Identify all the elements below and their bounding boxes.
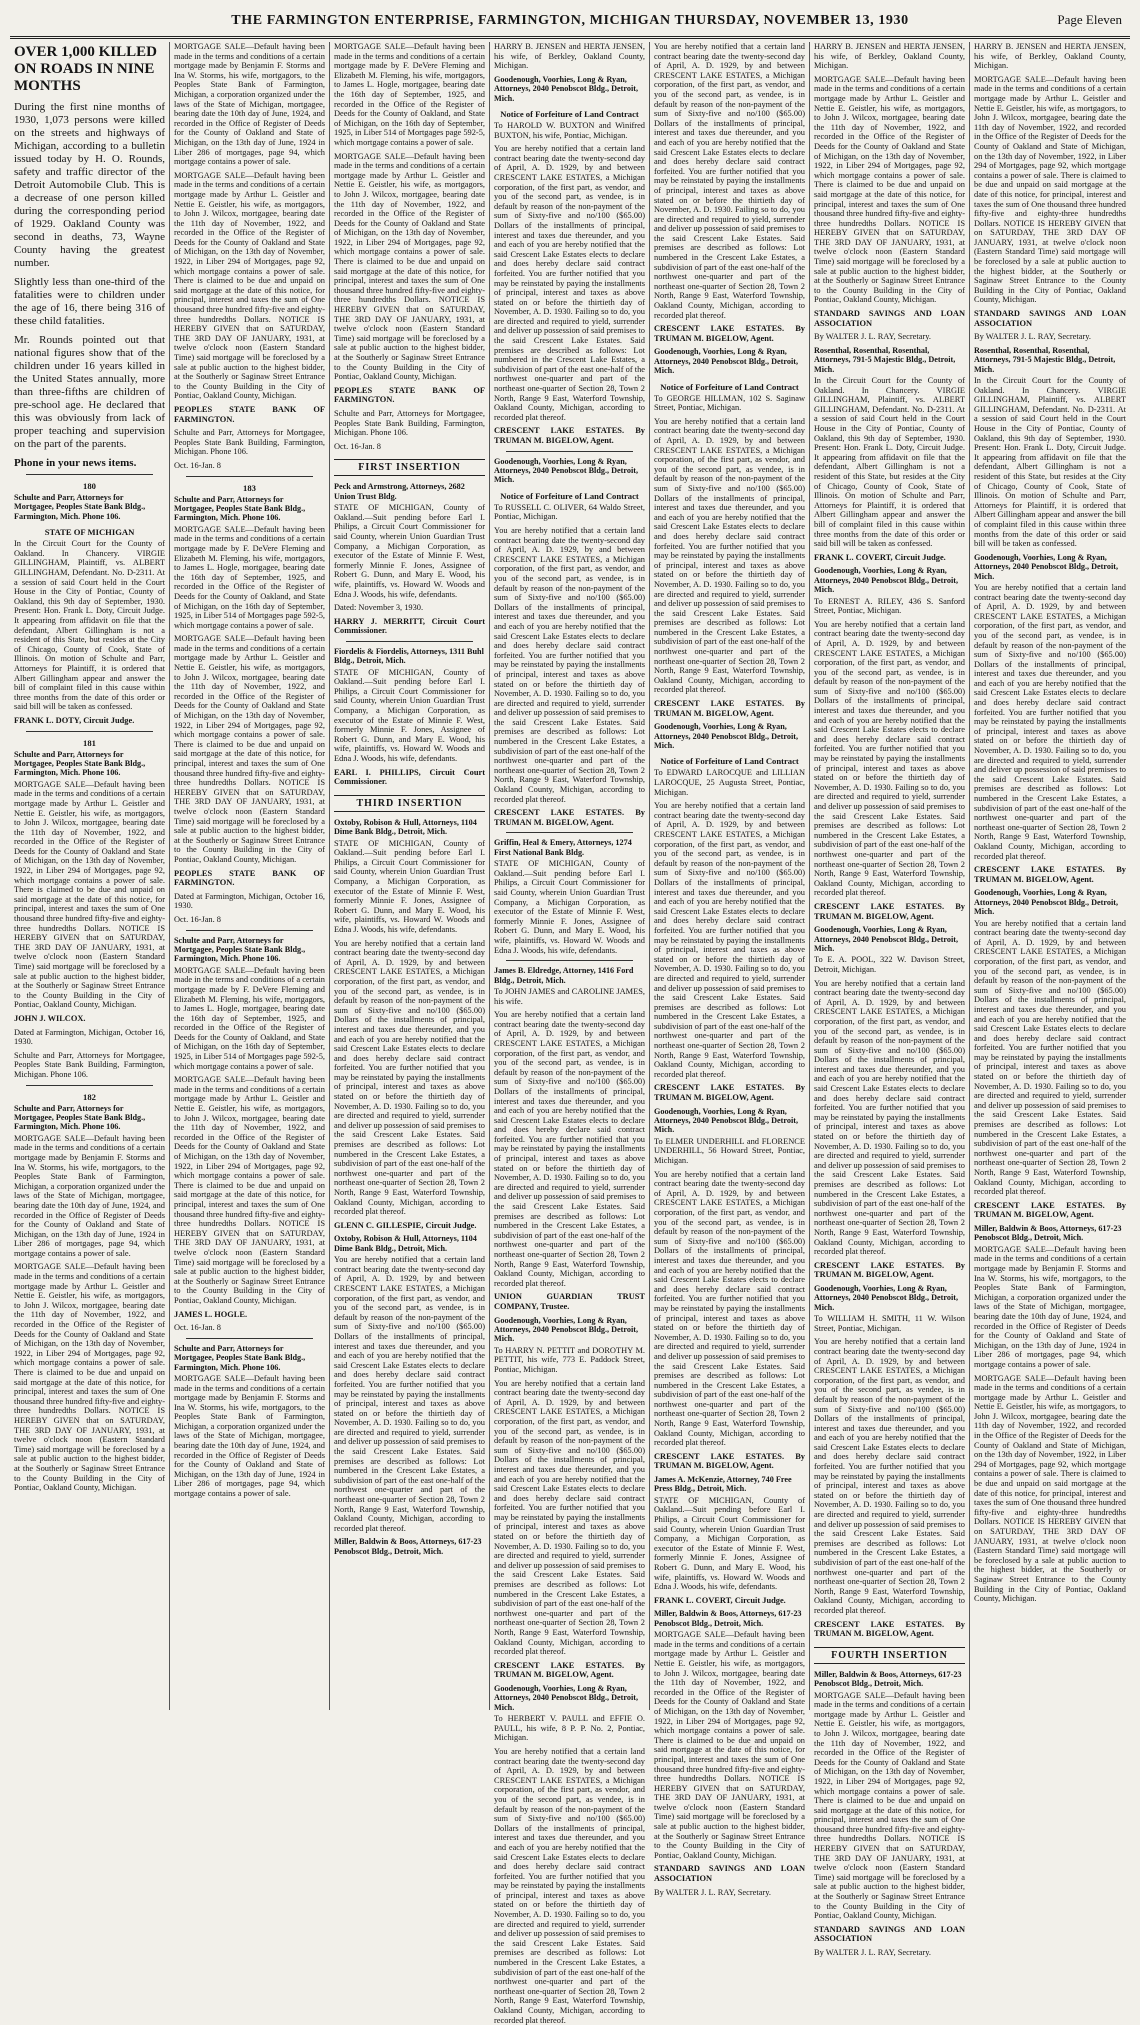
notice-signature: CRESCENT LAKE ESTATES. By TRUMAN M. BIGELOW, Agent.	[494, 808, 645, 827]
notice-body: MORTGAGE SALE—Default having been made in the terms and conditions of a certain mortgage made by Arthur L. Geistler and Nettie E. Geistler, his wife, as mortgagors, to John J. Wilcox, mortgagee, bearing date the 11th day of November, 1922, and recorded in the Office of the Register of Deeds for the County of Oakland and State of Michigan, on the 13th day of November, 1922, in Liber 294 of Mortgages, page 92, which mortgage contains a power of sale. There is claimed to be due and unpaid on said mortgage at the date of this notice, for principal, interest and taxes the sum of One thousand three hundred fifty-five and eighty-three hundredths Dollars. NOTICE IS HEREBY GIVEN that on SATURDAY, THE 3RD DAY OF JANUARY, 1931, at twelve o'clock noon (Eastern Standard Time) said mortgage will be foreclosed by a sale at public auction to the highest bidder, at the Southerly or Saginaw Street Entrance to the County Building in the City of Pontiac, Oakland County, Michigan.	[174, 170, 325, 401]
notice-body: MORTGAGE SALE—Default having been made in the terms and conditions of a certain mortgage made by F. DeVere Fleming and Elizabeth M. Fleming, his wife, mortgagors, to James L. Hogle, mortgagee, bearing date the 16th day of September, 1925, and recorded in the Office of the Register of Deeds for the County of Oakland, and State of Michigan, on the 16th day of September, 1925, in Liber 514 of Mortgages page 592-5, which mortgage contains a power of sale.	[334, 42, 485, 147]
news-tagline: Phone in your news items.	[14, 457, 137, 469]
notice-signature: CRESCENT LAKE ESTATES. By TRUMAN M. BIGELOW, Agent.	[494, 426, 645, 445]
notice-firm: Miller, Baldwin & Boos, Attorneys, 617-23 Penobscot Bldg., Detroit, Mich.	[974, 1223, 1122, 1243]
notice-heading: Notice of Forfeiture of Land Contract	[660, 756, 799, 767]
notice-signature: UNION GUARDIAN TRUST COMPANY, Trustee.	[494, 1292, 645, 1311]
notice-dated: Dated at Farmington, Michigan, October 16, 1930.	[174, 891, 325, 911]
notice-body: You are hereby notified that a certain land contract bearing date the twenty-second day of April, A. D. 1929, by and between CRESCENT LAKE ESTATES, a Michigan corporation, of the first part, as vendor, and you of the second part, as vendee, is in default by reason of the non-payment of the sum of Sixty-five and no/100 ($65.00) Dollars of the installments of principal, interest and taxes due thereunder, and you and each of you are hereby notified that the said Crescent Lake Estates elects to declare and does hereby declare said contract forfeited. You are further notified that you may be reinstated by paying the installments of principal, interest and taxes as above stated on or before the thirtieth day of November, A. D. 1930. Failing so to do, you are directed and required to yield, surrender and deliver up possession of said premises to the said Crescent Lake Estates. Said premises are described as follows: Lot numbered in the Crescent Lake Estates, a subdivision of part of the east one-half of the northwest one-quarter and part of the northeast one-quarter of Section 28, Town 2 North, Range 9 East, Waterford Township, Oakland County, Michigan, according to recorded plat thereof.	[494, 1746, 645, 2025]
notice-signature: JOHN J. WILCOX.	[14, 1013, 86, 1023]
section-fourth-insertion: FOURTH INSERTION	[814, 1647, 965, 1664]
notice-body: You are hereby notified that a certain land contract bearing date the twenty-second day of April, A. D. 1929, by and between CRESCENT LAKE ESTATES, a Michigan corporation, of the first part, as vendor, and you of the second part, as vendee, is in default by reason of the non-payment of the sum of Sixty-five and no/100 ($65.00) Dollars of the installments of principal, interest and taxes due thereunder, and you and each of you are hereby notified that the said Crescent Lake Estates elects to declare and does hereby declare said contract forfeited. You are further notified that you may be reinstated by paying the installments of principal, interest and taxes as above stated on or before the thirtieth day of November, A. D. 1930. Failing so to do, you are directed and required to yield, surrender and deliver up possession of said premises to the said Crescent Lake Estates. Said premises are described as follows: Lot numbered in the Crescent Lake Estates, a subdivision of part of the east one-half of the northwest one-quarter and part of the northeast one-quarter of Section 28, Town 2 North, Range 9 East, Waterford Township, Oakland County, Michigan, according to recorded plat thereof.	[494, 144, 645, 422]
notice-signature: CRESCENT LAKE ESTATES. By TRUMAN M. BIGELOW, Agent.	[654, 699, 805, 718]
notice-body: You are hereby notified that a certain land contract bearing date the twenty-second day of April, A. D. 1929, by and between CRESCENT LAKE ESTATES, a Michigan corporation, of the first part, as vendor, and you of the second part, as vendee, is in default by reason of the non-payment of the sum of Sixty-five and no/100 ($65.00) Dollars of the installments of principal, interest and taxes due thereunder, and you and each of you are hereby notified that the said Crescent Lake Estates elects to declare and does hereby declare said contract forfeited. You are further notified that you may be reinstated by paying the installments of principal, interest and taxes as above stated on or before the thirtieth day of November, A. D. 1930. Failing so to do, you are directed and required to yield, surrender and deliver up possession of said premises to the said Crescent Lake Estates. Said premises are described as follows: Lot numbered in the Crescent Lake Estates, a subdivision of part of the east one-half of the northwest one-quarter and part of the northeast one-quarter of Section 28, Town 2 North, Range 9 East, Waterford Township, Oakland County, Michigan, according to recorded plat thereof.	[494, 526, 645, 804]
divider	[506, 832, 633, 833]
notice-firm: Rosenthal, Rosenthal, Rosenthal, Attorneys, 791-5 Majestic Bldg., Detroit, Mich.	[814, 345, 956, 374]
notice-body: MORTGAGE SALE—Default having been made in the terms and conditions of a certain mortgage made by Benjamin F. Storms and Ina W. Storms, his wife, mortgagors, to the Peoples State Bank of Farmington, Michigan, a corporation organized under the laws of the State of Michigan, mortgagee, bearing date the 10th day of June, 1924, and recorded in the Office of Register of Deeds for the County of Oakland and State of Michigan, on the 13th day of June, 1924 in Liber 286 of mortgages, page 94, which mortgage contains a power of sale.	[14, 1133, 165, 1258]
notice-body: MORTGAGE SALE—Default having been made in the terms and conditions of a certain mortgage made by Arthur L. Geistler and Nettie E. Geistler, his wife, as mortgagors, to John J. Wilcox, mortgagee, bearing date the 11th day of November, 1922, and recorded in the Office of the Register of Deeds for the County of Oakland and State of Michigan, on the 13th day of November, 1922, in Liber 294 of Mortgages, page 92, which mortgage contains a power of sale. There is claimed to be due and unpaid on said mortgage at the date of this notice, for principal, interest and taxes the sum of One thousand three hundred fifty-five and eighty-three hundredths Dollars. NOTICE IS HEREBY GIVEN that on SATURDAY, THE 3RD DAY OF JANUARY, 1931, at twelve o'clock noon (Eastern Standard Time) said mortgage will be foreclosed by a sale at public auction to the highest bidder, at the Southerly or Saginaw Street Entrance to the County Building in the City of Pontiac, Oakland County, Michigan.	[654, 1630, 805, 1860]
notice-firm: Goodenough, Voorhies, Long & Ryan, Attorneys, 2040 Penobscot Bldg., Detroit, Mich.	[974, 888, 1119, 917]
notice-firm: Goodenough, Voorhies, Long & Ryan, Attorneys, 2040 Penobscot Bldg., Detroit, Mich.	[494, 1683, 639, 1712]
column-1	[10, 42, 170, 1710]
notice-address: To HERBERT V. PAULL and EFFIE O. PAULL, his wife, 8 P. P. No. 2, Pontiac, Michigan.	[494, 1714, 645, 1743]
notice-body: You are hereby notified that a certain land contract bearing date the twenty-second day of April, A. D. 1929, by and between CRESCENT LAKE ESTATES, a Michigan corporation, of the first part, as vendor, and you of the second part, as vendee, is in default by reason of the non-payment of the sum of Sixty-five and no/100 ($65.00) Dollars of the installments of principal, interest and taxes due thereunder, and you and each of you are hereby notified that the said Crescent Lake Estates elects to declare and does hereby declare said contract forfeited. You are further notified that you may be reinstated by paying the installments of principal, interest and taxes as above stated on or before the thirtieth day of November, A. D. 1930. Failing so to do, you are directed and required to yield, surrender and deliver up possession of said premises to the said Crescent Lake Estates. Said premises are described as follows: Lot numbered in the Crescent Lake Estates, a subdivision of part of the east one-half of the northwest one-quarter and part of the northeast one-quarter of Section 28, Town 2 North, Range 9 East, Waterford Township, Oakland County, Michigan, according to recorded plat thereof.	[814, 978, 965, 1257]
notice-body: STATE OF MICHIGAN, County of Oakland.—Suit pending before Earl I. Philips, a Circuit Court Commissioner for said County, wherein Union Guardian Trust Company, a Michigan Corporation, as executor of the Estate of Minnie F. West, formerly Minnie F. Jones, Assignee of Robert G. Dunn, and Mary E. Wood, his wife, plaintiffs, vs. Howard W. Woods and Edna J. Woods, his wife, defendants.	[334, 667, 485, 764]
notice-body: MORTGAGE SALE—Default having been made in the terms and conditions of a certain mortgage made by F. DeVere Fleming and Elizabeth M. Fleming, his wife, mortgagors, to James L. Hogle, mortgagee, bearing date the 16th day of September, 1925, and recorded in the Office of the Register of Deeds for the County of Oakland, and State of Michigan, on the 16th day of September, 1925, in Liber 514 of Mortgages page 592-5, which mortgage contains a power of sale.	[174, 524, 325, 630]
notice-firm: Goodenough, Voorhies, Long & Ryan, Attorneys, 2040 Penobscot Bldg., Detroit, Mich.	[974, 552, 1119, 581]
bank-name: PEOPLES STATE BANK OF FARMINGTON.	[174, 868, 325, 888]
divider	[26, 731, 153, 732]
notice-number: 183	[243, 482, 256, 493]
notice-firm: Miller, Baldwin & Boos, Attorneys, 617-23 Penobscot Bldg., Detroit, Mich.	[334, 1537, 482, 1556]
notice-signature: STANDARD SAVINGS AND LOAN ASSOCIATION	[974, 309, 1126, 328]
notice-body: MORTGAGE SALE—Default having been made in the terms and conditions of a certain mortgage made by Benjamin F. Storms and Ina W. Storms, his wife, mortgagors, to the Peoples State Bank of Farmington, Michigan, a corporation organized under the laws of the State of Michigan, mortgagee, bearing date the 10th day of June, 1924, and recorded in the Office of Register of Deeds for the County of Oakland and State of Michigan, on the 13th day of June, 1924 in Liber 286 of mortgages, page 94, which mortgage contains a power of sale.	[174, 42, 325, 167]
notice-firm: Oxtoby, Robison & Hull, Attorneys, 1104 Dime Bank Bldg., Detroit, Mich.	[334, 817, 477, 837]
notice-firm: Goodenough, Voorhies, Long & Ryan, Attorneys, 2040 Penobscot Bldg., Detroit, Mich.	[494, 456, 639, 485]
notice-body: STATE OF MICHIGAN, County of Oakland.—Suit pending before Earl I. Philips, a Circuit Court Commissioner for said County, wherein Union Guardian Trust Company, a Michigan Corporation, as executor of the Estate of Minnie F. West, formerly Minnie F. Jones, Assignee of Robert G. Dunn, and Mary E. Wood, his wife, plaintiffs, vs. Howard W. Woods and Edna J. Woods, his wife, defendants.	[654, 1495, 805, 1592]
notice-body: You are hereby notified that a certain land contract bearing date the twenty-second day of April, A. D. 1929, by and between CRESCENT LAKE ESTATES, a Michigan corporation, of the first part, as vendor, and you of the second part, as vendee, is in default by reason of the non-payment of the sum of Sixty-five and no/100 ($65.00) Dollars of the installments of principal, interest and taxes due thereunder, and you and each of you are hereby notified that the said Crescent Lake Estates elects to declare and does hereby declare said contract forfeited. You are further notified that you may be reinstated by paying the installments of principal, interest and taxes as above stated on or before the thirtieth day of November, A. D. 1930. Failing so to do, you are directed and required to yield, surrender and deliver up possession of said premises to the said Crescent Lake Estates. Said premises are described as follows: Lot numbered in the Crescent Lake Estates, a subdivision of part of the east one-half of the northwest one-quarter and part of the northeast one-quarter of Section 28, Town 2 North, Range 9 East, Waterford Township, Oakland County, Michigan, according to recorded plat thereof.	[494, 1378, 645, 1657]
notice-firm: Schulte and Parr, Attorneys for Mortgagee, Peoples State Bank Bldg., Farmington, Mich. Phone 106.	[174, 1343, 306, 1372]
notice-firm: Schulte and Parr, Attorneys for Mortgagee, Peoples State Bank Bldg., Farmington, Mich. Phone 106.	[14, 749, 146, 778]
divider	[26, 1085, 153, 1086]
notice-firm: Goodenough, Voorhies, Long & Ryan, Attorneys, 2040 Penobscot Bldg., Detroit, Mich.	[814, 566, 959, 595]
notice-body: STATE OF MICHIGAN, County of Oakland.—Suit pending before Earl I. Philips, a Circuit Court Commissioner for said County, wherein Union Guardian Trust Company, a Michigan Corporation, as executor of the Estate of Minnie F. West, formerly Minnie F. Jones, Assignee of Robert G. Dunn, and Mary E. Wood, his wife, plaintiffs, vs. Howard W. Woods and Edna J. Woods, his wife, defendants.	[494, 859, 645, 955]
notice-body: You are hereby notified that a certain land contract bearing date the twenty-second day of April, A. D. 1929, by and between CRESCENT LAKE ESTATES, a Michigan corporation, of the first part, as vendor, and you of the second part, as vendee, is in default by reason of the non-payment of the sum of Sixty-five and no/100 ($65.00) Dollars of the installments of principal, interest and taxes due thereunder, and you and each of you are hereby notified that the said Crescent Lake Estates elects to declare and does hereby declare said contract forfeited. You are further notified that you may be reinstated by paying the installments of principal, interest and taxes as above stated on or before the thirtieth day of November, A. D. 1930. Failing so to do, you are directed and required to yield, surrender and deliver up possession of said premises to the said Crescent Lake Estates. Said premises are described as follows: Lot numbered in the Crescent Lake Estates, a subdivision of part of the east one-half of the northwest one-quarter and part of the northeast one-quarter of Section 28, Town 2 North, Range 9 East, Waterford Township, Oakland County, Michigan, according to recorded plat thereof.	[974, 582, 1126, 861]
notice-body: STATE OF MICHIGAN, County of Oakland.—Suit pending before Earl I. Philips, a Circuit Court Commissioner for said County, wherein Union Guardian Trust Company, a Michigan Corporation, as executor of the Estate of Minnie F. West, formerly Minnie F. Jones, Assignee of Robert G. Dunn, and Mary E. Wood, his wife, plaintiffs, vs. Howard W. Woods and Edna J. Woods, his wife, defendants.	[334, 838, 485, 934]
run-dates: Oct. 16-Jan. 8	[334, 441, 381, 451]
notice-body: MORTGAGE SALE—Default having been made in the terms and conditions of a certain mortgage made by Arthur L. Geistler and Nettie E. Geistler, his wife, as mortgagors, to John J. Wilcox, mortgagee, bearing date the 11th day of November, 1922, and recorded in the Office of the Register of Deeds for the County of Oakland and State of Michigan, on the 13th day of November, 1922, in Liber 294 of Mortgages, page 92, which mortgage contains a power of sale. There is claimed to be due and unpaid on said mortgage at the date of this notice, for principal, interest and taxes the sum of One thousand three hundred fifty-five and eighty-three hundredths Dollars. NOTICE IS HEREBY GIVEN that on SATURDAY, THE 3RD DAY OF JANUARY, 1931, at twelve o'clock noon (Eastern Standard Time) said mortgage will be foreclosed by a sale at public auction to the highest bidder, at the Southerly or Saginaw Street Entrance to the County Building in the City of Pontiac, Oakland County, Michigan.	[814, 74, 965, 305]
bank-name: PEOPLES STATE BANK OF FARMINGTON.	[174, 404, 325, 424]
notice-signature: CRESCENT LAKE ESTATES. By TRUMAN M. BIGELOW, Agent.	[654, 1451, 805, 1471]
column-6	[810, 42, 970, 1957]
notice-signature: JAMES L. HOGLE.	[174, 1309, 248, 1319]
notice-heading: Notice of Forfeiture of Land Contract	[660, 381, 799, 392]
notice-firm: Goodenough, Voorhies, Long & Ryan, Attorneys, 2040 Penobscot Bldg., Detroit, Mich.	[814, 925, 959, 953]
notice-firm: Miller, Baldwin & Boos, Attorneys, 617-23 Penobscot Bldg., Detroit, Mich.	[814, 1669, 962, 1689]
notice-heading: Notice of Forfeiture of Land Contract	[500, 109, 639, 119]
notice-body: MORTGAGE SALE—Default having been made in the terms and conditions of a certain mortgage made by Arthur L. Geistler and Nettie E. Geistler, his wife, as mortgagors, to John J. Wilcox, mortgagee, bearing date the 11th day of November, 1922, and recorded in the Office of the Register of Deeds for the County of Oakland and State of Michigan, on the 13th day of November, 1922, in Liber 294 of Mortgages, page 92, which mortgage contains a power of sale. There is claimed to be due and unpaid on said mortgage at the date of this notice, for principal, interest and taxes the sum of One thousand three hundred fifty-five and eighty-three hundredths Dollars. NOTICE IS HEREBY GIVEN that on SATURDAY, THE 3RD DAY OF JANUARY, 1931, at twelve o'clock noon (Eastern Standard Time) said mortgage will be foreclosed by a sale at public auction to the highest bidder, at the Southerly or Saginaw Street Entrance to the County Building in the City of Pontiac, Oakland County, Michigan.	[14, 1262, 165, 1493]
notice-body: You are hereby notified that a certain land contract bearing date the twenty-second day of April, A. D. 1929, by and between CRESCENT LAKE ESTATES, a Michigan corporation, of the first part, as vendor, and you of the second part, as vendee, is in default by reason of the non-payment of the sum of Sixty-five and no/100 ($65.00) Dollars of the installments of principal, interest and taxes due thereunder, and you and each of you are hereby notified that the said Crescent Lake Estates elects to declare and does hereby declare said contract forfeited. You are further notified that you may be reinstated by paying the installments of principal, interest and taxes as above stated on or before the thirtieth day of November, A. D. 1930. Failing so to do, you are directed and required to yield, surrender and deliver up possession of said premises to the said Crescent Lake Estates. Said premises are described as follows: Lot numbered in the Crescent Lake Estates, a subdivision of part of the east one-half of the northwest one-quarter and part of the northeast one-quarter of Section 28, Town 2 North, Range 9 East, Waterford Township, Oakland County, Michigan, according to recorded plat thereof.	[334, 938, 485, 1217]
notice-body: In the Circuit Court for the County of Oakland. In Chancery. VIRGIE GILLINGHAM, Plaintiff, vs. ALBERT GILLINGHAM, Defendant. No. D-2311. At a session of said Court held in the Court House in the City of Pontiac, County of Oakland, this 9th day of September, 1930. Present: Hon. Frank L. Doty, Circuit Judge. It appearing from affidavit on file that the defendant, Albert Gillingham is not a resident of this State, but resides at the City of Chicago, County of Cook, State of Illinois. On motion of Schulte and Parr, Attorneys for Plaintiff, it is ordered that Albert Gillingham appear and answer the bill of complaint filed in this cause within three months from the date of this order or said bill will be taken as confessed.	[814, 376, 965, 549]
notice-body: You are hereby notified that a certain land contract bearing date the twenty-second day of April, A. D. 1929, by and between CRESCENT LAKE ESTATES, a Michigan corporation, of the first part, as vendor, and you of the second part, as vendee, is in default by reason of the non-payment of the sum of Sixty-five and no/100 ($65.00) Dollars of the installments of principal, interest and taxes due thereunder, and you and each of you are hereby notified that the said Crescent Lake Estates elects to declare and does hereby declare said contract forfeited. You are further notified that you may be reinstated by paying the installments of principal, interest and taxes as above stated on or before the thirtieth day of November, A. D. 1930. Failing so to do, you are directed and required to yield, surrender and deliver up possession of said premises to the said Crescent Lake Estates. Said premises are described as follows: Lot numbered in the Crescent Lake Estates, a subdivision of part of the east one-half of the northwest one-quarter and part of the northeast one-quarter of Section 28, Town 2 North, Range 9 East, Waterford Township, Oakland County, Michigan, according to recorded plat thereof.	[654, 42, 805, 320]
notice-body: MORTGAGE SALE—Default having been made in the terms and conditions of a certain mortgage made by Arthur L. Geistler and Nettie E. Geistler, his wife, as mortgagors, to John J. Wilcox, mortgagee, bearing date the 11th day of November, 1922, and recorded in the Office of the Register of Deeds for the County of Oakland and State of Michigan, on the 13th day of November, 1922, in Liber 294 of Mortgages, page 92, which mortgage contains a power of sale. There is claimed to be due and unpaid on said mortgage at the date of this notice, for principal, interest and taxes the sum of One thousand three hundred fifty-five and eighty-three hundredths Dollars. NOTICE IS HEREBY GIVEN that on SATURDAY, THE 3RD DAY OF JANUARY, 1931, at twelve o'clock noon (Eastern Standard Time) said mortgage will be foreclosed by a sale at public auction to the highest bidder, at the Southerly or Saginaw Street Entrance to the County Building in the City of Pontiac, Oakland County, Michigan.	[174, 1075, 325, 1305]
divider	[186, 930, 313, 931]
notice-signature: CRESCENT LAKE ESTATES. By TRUMAN M. BIGELOW, Agent.	[974, 1200, 1126, 1220]
notice-address: HARRY B. JENSEN and HERTA JENSEN, his wife, of Berkley, Oakland County, Michigan.	[974, 42, 1126, 71]
notice-signature: HARRY J. MERRITT, Circuit Court Commissioner.	[334, 616, 485, 636]
divider	[186, 1338, 313, 1339]
notice-address: Schulte and Parr, Attorneys for Mortgagee, Peoples State Bank Building, Farmington, Michigan. Phone 106.	[14, 1050, 165, 1079]
divider	[186, 476, 313, 477]
notice-number: 181	[83, 737, 96, 748]
notice-signature: STANDARD SAVINGS AND LOAN ASSOCIATION	[814, 1924, 965, 1944]
notice-signature: CRESCENT LAKE ESTATES. By TRUMAN M. BIGELOW, Agent.	[494, 1660, 645, 1680]
divider	[506, 960, 633, 961]
notice-address: To JOHN JAMES and CAROLINE JAMES, his wife.	[494, 986, 645, 1006]
notice-firm: Goodenough, Voorhies, Long & Ryan, Attorneys, 2040 Penobscot Bldg., Detroit, Mich.	[654, 347, 799, 376]
divider	[506, 451, 633, 452]
notice-firm: Schulte and Parr, Attorneys for Mortgagee, Peoples State Bank Bldg., Farmington, Mich. Phone 106.	[174, 494, 306, 523]
notice-address: To ELMER UNDERHILL and FLORENCE UNDERHILL, 56 Howard Street, Pontiac, Michigan.	[654, 1136, 805, 1166]
notice-body: You are hereby notified that a certain land contract bearing date the twenty-second day of April, A. D. 1929, by and between CRESCENT LAKE ESTATES, a Michigan corporation, of the first part, as vendor, and you of the second part, as vendee, is in default by reason of the non-payment of the sum of Sixty-five and no/100 ($65.00) Dollars of the installments of principal, interest and taxes due thereunder, and you and each of you are hereby notified that the said Crescent Lake Estates elects to declare and does hereby declare said contract forfeited. You are further notified that you may be reinstated by paying the installments of principal, interest and taxes as above stated on or before the thirtieth day of November, A. D. 1930. Failing so to do, you are directed and required to yield, surrender and deliver up possession of said premises to the said Crescent Lake Estates. Said premises are described as follows: Lot numbered in the Crescent Lake Estates, a subdivision of part of the east one-half of the northwest one-quarter and part of the northeast one-quarter of Section 28, Town 2 North, Range 9 East, Waterford Township, Oakland County, Michigan, according to recorded plat thereof.	[974, 918, 1126, 1197]
masthead-title: THE FARMINGTON ENTERPRISE, FARMINGTON, MICHIGAN THURSDAY, NOVEMBER 13, 1930	[231, 13, 909, 28]
notice-signature: CRESCENT LAKE ESTATES. By TRUMAN M. BIGELOW, Agent.	[814, 1619, 965, 1639]
notice-firm: Goodenough, Voorhies, Long & Ryan, Attorneys, 2040 Penobscot Bldg., Detroit, Mich.	[654, 1106, 799, 1135]
divider	[346, 641, 473, 642]
notice-firm: Schulte and Parr, Attorneys for Mortgagee, Peoples State Bank Bldg., Farmington, Mich. Phone 106.	[14, 493, 146, 521]
article-paragraph-2: Slightly less than one-third of the fatalities were to children under the age of 16, there being 316 of these child fatalities.	[14, 276, 165, 327]
notice-firm: Goodenough, Voorhies, Long & Ryan, Attorneys, 2040 Penobscot Bldg., Detroit, Mich.	[654, 722, 799, 751]
notice-address: Schulte and Parr, Attorneys for Mortgagee, Peoples State Bank Building, Farmington, Michigan. Phone 106.	[334, 408, 485, 438]
notice-firm: Rosenthal, Rosenthal, Rosenthal, Attorneys, 791-5 Majestic Bldg., Detroit, Mich.	[974, 345, 1116, 374]
notice-body: In the Circuit Court for the County of Oakland. In Chancery. VIRGIE GILLINGHAM, Plaintiff, vs. ALBERT GILLINGHAM, Defendant. No. D-2311. At a session of said Court held in the Court House in the City of Pontiac, County of Oakland, this 9th day of September, 1930. Present: Hon. Frank L. Doty, Circuit Judge. It appearing from affidavit on file that the defendant, Albert Gillingham is not a resident of this State, but resides at the City of Chicago, County of Cook, State of Illinois. On motion of Schulte and Parr, Attorneys for Plaintiff, it is ordered that Albert Gillingham appear and answer the bill of complaint filed in this cause within three months from the date of this order or said bill will be taken as confessed.	[14, 539, 165, 712]
section-third-insertion: THIRD INSERTION	[334, 795, 485, 812]
column-5	[650, 42, 810, 1897]
notice-body: You are hereby notified that a certain land contract bearing date the twenty-second day of April, A. D. 1929, by and between CRESCENT LAKE ESTATES, a Michigan corporation, of the first part, as vendor, and you of the second part, as vendee, is in default by reason of the non-payment of the sum of Sixty-five and no/100 ($65.00) Dollars of the installments of principal, interest and taxes due thereunder, and you and each of you are hereby notified that the said Crescent Lake Estates elects to declare and does hereby declare said contract forfeited. You are further notified that you may be reinstated by paying the installments of principal, interest and taxes as above stated on or before the thirtieth day of November, A. D. 1930. Failing so to do, you are directed and required to yield, surrender and deliver up possession of said premises to the said Crescent Lake Estates. Said premises are described as follows: Lot numbered in the Crescent Lake Estates, a subdivision of part of the east one-half of the northwest one-quarter and part of the northeast one-quarter of Section 28, Town 2 North, Range 9 East, Waterford Township, Oakland County, Michigan, according to recorded plat thereof.	[654, 801, 805, 1079]
notice-firm: Schulte and Parr, Attorneys for Mortgagee, Peoples State Bank Bldg., Farmington, Mich. Phone 106.	[174, 935, 306, 964]
notice-firm: Schulte and Parr, Attorneys for Mortgagee, Peoples State Bank Bldg., Farmington, Mich. Phone 106.	[14, 1103, 146, 1132]
notice-body: MORTGAGE SALE—Default having been made in the terms and conditions of a certain mortgage made by Arthur L. Geistler and Nettie E. Geistler, his wife, as mortgagors, to John J. Wilcox, mortgagee, bearing date the 11th day of November, 1922, and recorded in the Office of the Register of Deeds for the County of Oakland and State of Michigan, on the 13th day of November, 1922, in Liber 294 of Mortgages, page 92, which mortgage contains a power of sale. There is claimed to be due and unpaid on said mortgage at the date of this notice, for principal, interest and taxes the sum of One thousand three hundred fifty-five and eighty-three hundredths Dollars. NOTICE IS HEREBY GIVEN that on SATURDAY, THE 3RD DAY OF JANUARY, 1931, at twelve o'clock noon (Eastern Standard Time) said mortgage will be foreclosed by a sale at public auction to the highest bidder, at the Southerly or Saginaw Street Entrance to the County Building in the City of Pontiac, Oakland County, Michigan.	[974, 74, 1126, 305]
notice-address: To EDWARD LAROCQUE and LILLIAN LAROCQUE, 25 Augusta Street, Pontiac, Michigan.	[654, 768, 805, 797]
notice-signature: STANDARD SAVINGS AND LOAN ASSOCIATION	[814, 309, 965, 328]
notice-body: MORTGAGE SALE—Default having been made in the terms and conditions of a certain mortgage made by Arthur L. Geistler and Nettie E. Geistler, his wife, as mortgagors, to John J. Wilcox, mortgagee, bearing date the 11th day of November, 1922, and recorded in the Office of the Register of Deeds for the County of Oakland and State of Michigan, on the 13th day of November, 1922, in Liber 294 of Mortgages, page 92, which mortgage contains a power of sale. There is claimed to be due and unpaid on said mortgage at the date of this notice, for principal, interest and taxes the sum of One thousand three hundred fifty-five and eighty-three hundredths Dollars. NOTICE IS HEREBY GIVEN that on SATURDAY, THE 3RD DAY OF JANUARY, 1931, at twelve o'clock noon (Eastern Standard Time) said mortgage will be foreclosed by a sale at public auction to the highest bidder, at the Southerly or Saginaw Street Entrance to the County Building in the City of Pontiac, Oakland County, Michigan.	[974, 1373, 1126, 1604]
article-headline: OVER 1,000 KILLED ON ROADS IN NINE MONTHS	[14, 44, 157, 94]
notice-heading: Notice of Forfeiture of Land Contract	[500, 490, 639, 501]
notice-signature: By WALTER J. L. RAY, Secretary.	[654, 1887, 771, 1897]
notice-signature: By WALTER J. L. RAY, Secretary.	[814, 332, 931, 342]
notice-address: To HARRY N. PETTIT and DOROTHY M. PETTIT, his wife, 773 E. Paddock Street, Pontiac, Michigan.	[494, 1345, 645, 1374]
divider	[26, 474, 153, 475]
notice-address: To GEORGE HILLMAN, 102 S. Saginaw Street, Pontiac, Michigan.	[654, 393, 805, 413]
notice-body: You are hereby notified that a certain land contract bearing date the twenty-second day of April, A. D. 1929, by and between CRESCENT LAKE ESTATES, a Michigan corporation, of the first part, as vendor, and you of the second part, as vendee, is in default by reason of the non-payment of the sum of Sixty-five and no/100 ($65.00) Dollars of the installments of principal, interest and taxes due thereunder, and you and each of you are hereby notified that the said Crescent Lake Estates elects to declare and does hereby declare said contract forfeited. You are further notified that you may be reinstated by paying the installments of principal, interest and taxes as above stated on or before the thirtieth day of November, A. D. 1930. Failing so to do, you are directed and required to yield, surrender and deliver up possession of said premises to the said Crescent Lake Estates. Said premises are described as follows: Lot numbered in the Crescent Lake Estates, a subdivision of part of the east one-half of the northwest one-quarter and part of the northeast one-quarter of Section 28, Town 2 North, Range 9 East, Waterford Township, Oakland County, Michigan, according to recorded plat thereof.	[334, 1255, 485, 1533]
notice-firm: Fiordelis & Fiordelis, Attorneys, 1311 Buhl Bldg., Detroit, Mich.	[334, 646, 484, 666]
notice-signature: EARL I. PHILLIPS, Circuit Court Commissioner.	[334, 767, 485, 787]
notice-firm: Goodenough, Voorhies, Long & Ryan, Attorneys, 2040 Penobscot Bldg., Detroit, Mich.	[494, 74, 639, 103]
notice-signature: CRESCENT LAKE ESTATES. By TRUMAN M. BIGELOW, Agent.	[814, 1260, 965, 1280]
notice-body: MORTGAGE SALE—Default having been made in the terms and conditions of a certain mortgage made by Benjamin F. Storms and Ina W. Storms, his wife, mortgagors, to the Peoples State Bank of Farmington, Michigan, a corporation organized under the laws of the State of Michigan, mortgagee, bearing date the 10th day of June, 1924, and recorded in the Office of Register of Deeds for the County of Oakland and State of Michigan, on the 13th day of June, 1924 in Liber 286 of mortgages, page 94, which mortgage contains a power of sale.	[174, 1373, 325, 1499]
notice-firm: Griffin, Heal & Emery, Attorneys, 1274 First National Bank Bldg.	[494, 838, 632, 857]
run-dates: Oct. 16-Jan. 8	[174, 1323, 221, 1333]
notice-address: To E. A. POOL, 322 W. Davison Street, Detroit, Michigan.	[814, 955, 965, 974]
notice-address: HARRY B. JENSEN and HERTA JENSEN, his wife, of Berkley, Oakland County, Michigan.	[494, 42, 645, 71]
notice-signature: CRESCENT LAKE ESTATES. By TRUMAN M. BIGELOW, Agent.	[654, 1083, 805, 1103]
notice-body: You are hereby notified that a certain land contract bearing date the twenty-second day of April, A. D. 1929, by and between CRESCENT LAKE ESTATES, a Michigan corporation, of the first part, as vendor, and you of the second part, as vendee, is in default by reason of the non-payment of the sum of Sixty-five and no/100 ($65.00) Dollars of the installments of principal, interest and taxes due thereunder, and you and each of you are hereby notified that the said Crescent Lake Estates elects to declare and does hereby declare said contract forfeited. You are further notified that you may be reinstated by paying the installments of principal, interest and taxes as above stated on or before the thirtieth day of November, A. D. 1930. Failing so to do, you are directed and required to yield, surrender and deliver up possession of said premises to the said Crescent Lake Estates. Said premises are described as follows: Lot numbered in the Crescent Lake Estates, a subdivision of part of the east one-half of the northwest one-quarter and part of the northeast one-quarter of Section 28, Town 2 North, Range 9 East, Waterford Township, Oakland County, Michigan, according to recorded plat thereof.	[494, 1010, 645, 1288]
bank-name: PEOPLES STATE BANK OF FARMINGTON.	[334, 385, 485, 405]
article-paragraph-1: During the first nine months of 1930, 1,073 persons were killed on the streets and highways of Michigan, according to a bulletin issued today by H. O. Rounds, safety and traffic director of the Detroit Automobile Club. This is a decrease of one person killed during the corresponding period of 1929. Oakland County was second in deaths, 73, Wayne County having the greatest number.	[14, 101, 165, 269]
notice-signature: CRESCENT LAKE ESTATES. By TRUMAN M. BIGELOW, Agent.	[654, 324, 805, 343]
notice-signature: FRANK L. COVERT, Circuit Judge.	[654, 1595, 786, 1605]
notice-firm: James A. McKenzie, Attorney, 740 Free Press Bldg., Detroit, Mich.	[654, 1475, 792, 1494]
notice-firm: Goodenough, Voorhies, Long & Ryan, Attorneys, 2040 Penobscot Bldg., Detroit, Mich.	[494, 1315, 639, 1344]
column-7	[970, 42, 1130, 1710]
notice-address: HARRY B. JENSEN and HERTA JENSEN, his wife, of Berkley, Oakland County, Michigan.	[814, 42, 965, 71]
columns	[10, 42, 1130, 2025]
notice-firm: Goodenough, Voorhies, Long & Ryan, Attorneys, 2040 Penobscot Bldg., Detroit, Mich.	[814, 1283, 959, 1312]
column-3	[330, 42, 490, 1710]
notice-address: To RUSSELL C. OLIVER, 64 Waldo Street, Pontiac, Michigan.	[494, 502, 645, 522]
notice-body: You are hereby notified that a certain land contract bearing date the twenty-second day of April, A. D. 1929, by and between CRESCENT LAKE ESTATES, a Michigan corporation, of the first part, as vendor, and you of the second part, as vendee, is in default by reason of the non-payment of the sum of Sixty-five and no/100 ($65.00) Dollars of the installments of principal, interest and taxes due thereunder, and you and each of you are hereby notified that the said Crescent Lake Estates elects to declare and does hereby declare said contract forfeited. You are further notified that you may be reinstated by paying the installments of principal, interest and taxes as above stated on or before the thirtieth day of November, A. D. 1930. Failing so to do, you are directed and required to yield, surrender and deliver up possession of said premises to the said Crescent Lake Estates. Said premises are described as follows: Lot numbered in the Crescent Lake Estates, a subdivision of part of the east one-half of the northwest one-quarter and part of the northeast one-quarter of Section 28, Town 2 North, Range 9 East, Waterford Township, Oakland County, Michigan, according to recorded plat thereof.	[654, 1169, 805, 1448]
notice-body: STATE OF MICHIGAN, County of Oakland.—Suit pending before Earl I. Philips, a Circuit Court Commissioner for said County, wherein Union Guardian Trust Company, a Michigan Corporation, as executor of the Estate of Minnie F. West, formerly Minnie F. Jones, Assignee of Robert G. Dunn, and Mary E. Wood, his wife, plaintiffs, vs. Howard W. Woods and Edna J. Woods, his wife, defendants.	[334, 503, 485, 599]
notice-firm: James B. Eldredge, Attorney, 1416 Ford Bldg., Detroit, Mich.	[494, 966, 634, 985]
notice-dated: Dated at Farmington, Michigan, October 16, 1930.	[14, 1027, 165, 1047]
run-dates: Oct. 16-Jan. 8	[174, 460, 221, 470]
page-number: Page Eleven	[1057, 12, 1122, 27]
notice-number: 182	[83, 1091, 96, 1102]
notice-signature: FRANK L. DOTY, Circuit Judge.	[14, 715, 135, 725]
notice-signature: By WALTER J. L. RAY, Secretary.	[974, 332, 1091, 342]
notice-body: You are hereby notified that a certain land contract bearing date the twenty-second day of April, A. D. 1929, by and between CRESCENT LAKE ESTATES, a Michigan corporation, of the first part, as vendor, and you of the second part, as vendee, is in default by reason of the non-payment of the sum of Sixty-five and no/100 ($65.00) Dollars of the installments of principal, interest and taxes due thereunder, and you and each of you are hereby notified that the said Crescent Lake Estates elects to declare and does hereby declare said contract forfeited. You are further notified that you may be reinstated by paying the installments of principal, interest and taxes as above stated on or before the thirtieth day of November, A. D. 1930. Failing so to do, you are directed and required to yield, surrender and deliver up possession of said premises to the said Crescent Lake Estates. Said premises are described as follows: Lot numbered in the Crescent Lake Estates, a subdivision of part of the east one-half of the northwest one-quarter and part of the northeast one-quarter of Section 28, Town 2 North, Range 9 East, Waterford Township, Oakland County, Michigan, according to recorded plat thereof.	[654, 416, 805, 695]
notice-body: MORTGAGE SALE—Default having been made in the terms and conditions of a certain mortgage made by Arthur L. Geistler and Nettie E. Geistler, his wife, as mortgagors, to John J. Wilcox, mortgagee, bearing date the 11th day of November, 1922, and recorded in the Office of the Register of Deeds for the County of Oakland and State of Michigan, on the 13th day of November, 1922, in Liber 294 of Mortgages, page 92, which mortgage contains a power of sale. There is claimed to be due and unpaid on said mortgage at the date of this notice, for principal, interest and taxes the sum of One thousand three hundred fifty-five and eighty-three hundredths Dollars. NOTICE IS HEREBY GIVEN that on SATURDAY, THE 3RD DAY OF JANUARY, 1931, at twelve o'clock noon (Eastern Standard Time) said mortgage will be foreclosed by a sale at public auction to the highest bidder, at the Southerly or Saginaw Street Entrance to the County Building in the City of Pontiac, Oakland County, Michigan.	[814, 1690, 965, 1921]
notice-signature: CRESCENT LAKE ESTATES. By TRUMAN M. BIGELOW, Agent.	[814, 901, 965, 921]
section-first-insertion: FIRST INSERTION	[334, 459, 485, 476]
notice-body: MORTGAGE SALE—Default having been made in the terms and conditions of a certain mortgage made by Arthur L. Geistler and Nettie E. Geistler, his wife, as mortgagors, to John J. Wilcox, mortgagee, bearing date the 11th day of November, 1922, and recorded in the Office of the Register of Deeds for the County of Oakland and State of Michigan, on the 13th day of November, 1922, in Liber 294 of Mortgages, page 92, which mortgage contains a power of sale. There is claimed to be due and unpaid on said mortgage at the date of this notice, for principal, interest and taxes the sum of One thousand three hundred fifty-five and eighty-three hundredths Dollars. NOTICE IS HEREBY GIVEN that on SATURDAY, THE 3RD DAY OF JANUARY, 1931, at twelve o'clock noon (Eastern Standard Time) said mortgage will be foreclosed by a sale at public auction to the highest bidder, at the Southerly or Saginaw Street Entrance to the County Building in the City of Pontiac, Oakland County, Michigan.	[174, 634, 325, 864]
article-paragraph-3: Mr. Rounds pointed out that national figures show that of the children under 16 years killed in the United States annually, more than three-fifths are children of pre-school age. He declared that this was obviously from lack of proper teaching and supervision on the part of the parents.	[14, 334, 165, 450]
notice-signature: STANDARD SAVINGS AND LOAN ASSOCIATION	[654, 1864, 805, 1884]
notice-address: To WILLIAM H. SMITH, 11 W. Wilson Street, Pontiac, Michigan.	[814, 1314, 965, 1333]
masthead	[10, 6, 1130, 39]
notice-body: In the Circuit Court for the County of Oakland. In Chancery. VIRGIE GILLINGHAM, Plaintiff, vs. ALBERT GILLINGHAM, Defendant. No. D-2311. At a session of said Court held in the Court House in the City of Pontiac, County of Oakland, this 9th day of September, 1930. Present: Hon. Frank L. Doty, Circuit Judge. It appearing from affidavit on file that the defendant, Albert Gillingham is not a resident of this State, but resides at the City of Chicago, County of Cook, State of Illinois. On motion of Schulte and Parr, Attorneys for Plaintiff, it is ordered that Albert Gillingham appear and answer the bill of complaint filed in this cause within three months from the date of this order or said bill will be taken as confessed.	[974, 376, 1126, 549]
notice-body: MORTGAGE SALE—Default having been made in the terms and conditions of a certain mortgage made by Arthur L. Geistler and Nettie E. Geistler, his wife, as mortgagors, to John J. Wilcox, mortgagee, bearing date the 11th day of November, 1922, and recorded in the Office of the Register of Deeds for the County of Oakland and State of Michigan, on the 13th day of November, 1922, in Liber 294 of Mortgages, page 92, which mortgage contains a power of sale. There is claimed to be due and unpaid on said mortgage at the date of this notice, for principal, interest and taxes the sum of One thousand three hundred fifty-five and eighty-three hundredths Dollars. NOTICE IS HEREBY GIVEN that on SATURDAY, THE 3RD DAY OF JANUARY, 1931, at twelve o'clock noon (Eastern Standard Time) said mortgage will be foreclosed by a sale at public auction to the highest bidder, at the Southerly or Saginaw Street Entrance to the County Building in the City of Pontiac, Oakland County, Michigan.	[334, 151, 485, 382]
notice-firm: Miller, Baldwin & Boos, Attorneys, 617-23 Penobscot Bldg., Detroit, Mich.	[654, 1609, 802, 1628]
notice-number: 180	[83, 481, 96, 491]
notice-signature: CRESCENT LAKE ESTATES. By TRUMAN M. BIGELOW, Agent.	[974, 865, 1126, 884]
notice-address: To ERNEST A. RILEY, 436 S. Sanford Street, Pontiac, Michigan.	[814, 596, 965, 616]
notice-signature: FRANK L. COVERT, Circuit Judge.	[814, 552, 946, 562]
notice-body: MORTGAGE SALE—Default having been made in the terms and conditions of a certain mortgage made by Benjamin F. Storms and Ina W. Storms, his wife, mortgagors, to the Peoples State Bank of Farmington, Michigan, a corporation organized under the laws of the State of Michigan, mortgagee, bearing date the 10th day of June, 1924, and recorded in the Office of Register of Deeds for the County of Oakland and State of Michigan, on the 13th day of June, 1924 in Liber 286 of mortgages, page 94, which mortgage contains a power of sale.	[974, 1244, 1126, 1369]
notice-address: To HAROLD W. BUXTON and Winifred BUXTON, his wife, Pontiac, Michigan.	[494, 121, 645, 140]
notice-body: You are hereby notified that a certain land contract bearing date the twenty-second day of April, A. D. 1929, by and between CRESCENT LAKE ESTATES, a Michigan corporation, of the first part, as vendor, and you of the second part, as vendee, is in default by reason of the non-payment of the sum of Sixty-five and no/100 ($65.00) Dollars of the installments of principal, interest and taxes due thereunder, and you and each of you are hereby notified that the said Crescent Lake Estates elects to declare and does hereby declare said contract forfeited. You are further notified that you may be reinstated by paying the installments of principal, interest and taxes as above stated on or before the thirtieth day of November, A. D. 1930. Failing so to do, you are directed and required to yield, surrender and deliver up possession of said premises to the said Crescent Lake Estates. Said premises are described as follows: Lot numbered in the Crescent Lake Estates, a subdivision of part of the east one-half of the northwest one-quarter and part of the northeast one-quarter of Section 28, Town 2 North, Range 9 East, Waterford Township, Oakland County, Michigan, according to recorded plat thereof.	[814, 619, 965, 898]
notice-firm: Oxtoby, Robison & Hull, Attorneys, 1104 Dime Bank Bldg., Detroit, Mich.	[334, 1234, 477, 1253]
notice-body: You are hereby notified that a certain land contract bearing date the twenty-second day of April, A. D. 1929, by and between CRESCENT LAKE ESTATES, a Michigan corporation, of the first part, as vendor, and you of the second part, as vendee, is in default by reason of the non-payment of the sum of Sixty-five and no/100 ($65.00) Dollars of the installments of principal, interest and taxes due thereunder, and you and each of you are hereby notified that the said Crescent Lake Estates elects to declare and does hereby declare said contract forfeited. You are further notified that you may be reinstated by paying the installments of principal, interest and taxes as above stated on or before the thirtieth day of November, A. D. 1930. Failing so to do, you are directed and required to yield, surrender and deliver up possession of said premises to the said Crescent Lake Estates. Said premises are described as follows: Lot numbered in the Crescent Lake Estates, a subdivision of part of the east one-half of the northwest one-quarter and part of the northeast one-quarter of Section 28, Town 2 North, Range 9 East, Waterford Township, Oakland County, Michigan, according to recorded plat thereof.	[814, 1337, 965, 1615]
notice-signature: GLENN C. GILLESPIE, Circuit Judge.	[334, 1220, 477, 1230]
notice-body: MORTGAGE SALE—Default having been made in the terms and conditions of a certain mortgage made by Arthur L. Geistler and Nettie E. Geistler, his wife, as mortgagors, to John J. Wilcox, mortgagee, bearing date the 11th day of November, 1922, and recorded in the Office of the Register of Deeds for the County of Oakland and State of Michigan, on the 13th day of November, 1922, in Liber 294 of Mortgages, page 92, which mortgage contains a power of sale. There is claimed to be due and unpaid on said mortgage at the date of this notice, for principal, interest and taxes the sum of One thousand three hundred fifty-five and eighty-three hundredths Dollars. NOTICE IS HEREBY GIVEN that on SATURDAY, THE 3RD DAY OF JANUARY, 1931, at twelve o'clock noon (Eastern Standard Time) said mortgage will be foreclosed by a sale at public auction to the highest bidder, at the Southerly or Saginaw Street Entrance to the County Building in the City of Pontiac, Oakland County, Michigan.	[14, 779, 165, 1010]
court-heading: STATE OF MICHIGAN	[44, 527, 135, 538]
notice-signature: By WALTER J. L. RAY, Secretary.	[814, 1948, 931, 1957]
notice-body: MORTGAGE SALE—Default having been made in the terms and conditions of a certain mortgage made by F. DeVere Fleming and Elizabeth M. Fleming, his wife, mortgagors, to James L. Hogle, mortgagee, bearing date the 16th day of September, 1925, and recorded in the Office of the Register of Deeds for the County of Oakland, and State of Michigan, on the 16th day of September, 1925, in Liber 514 of Mortgages page 592-5, which mortgage contains a power of sale.	[174, 965, 325, 1071]
notice-firm: Peck and Armstrong, Attorneys, 2682 Union Trust Bldg.	[334, 482, 465, 501]
run-dates: Oct. 16-Jan. 8	[174, 914, 221, 924]
column-4	[490, 42, 650, 2025]
notice-dated: Dated: November 3, 1930.	[334, 603, 424, 613]
notice-address: Schulte and Parr, Attorneys for Mortgagee, Peoples State Bank Building, Farmington, Michigan. Phone 106.	[174, 428, 325, 457]
column-2	[170, 42, 330, 1710]
